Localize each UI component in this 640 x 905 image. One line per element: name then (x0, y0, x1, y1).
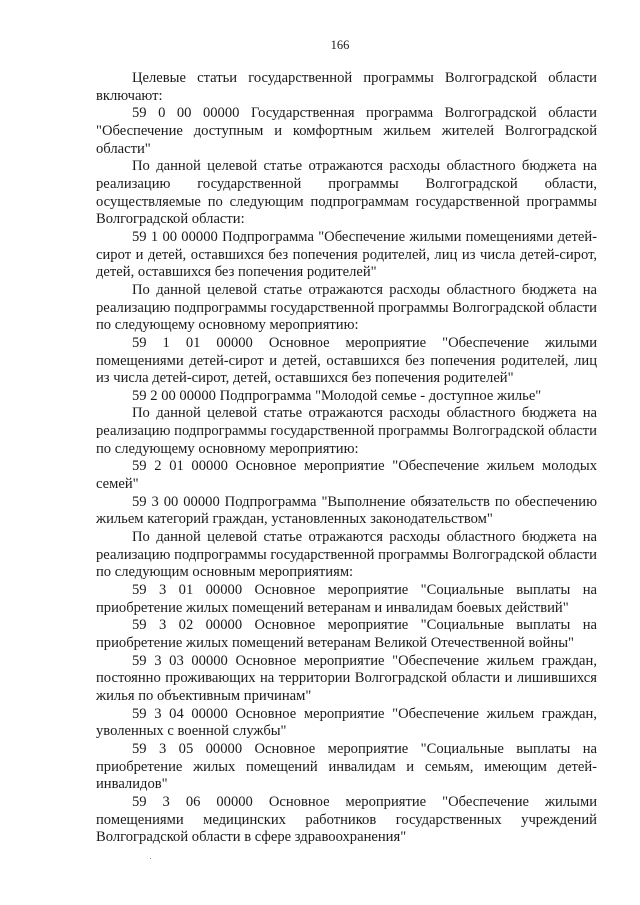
paragraph: 59 1 00 00000 Подпрограмма "Обеспечение жилыми помещениями детей-сирот и детей, оставшихся без попечения родителей, лиц из числа детей-сирот, детей, оставшихся без попечения родителей" (96, 228, 597, 281)
paragraph: По данной целевой статье отражаются расходы областного бюджета на реализацию подпрограммы государственной программы Волгоградской области по следующим основным мероприятиям: (96, 529, 597, 581)
paragraph: 59 3 05 00000 Основное мероприятие "Социальные выплаты на приобретение жилых помещений инвалидам и семьям, имеющим детей-инвалидов" (96, 740, 597, 793)
paragraph: Целевые статьи государственной программы Волгоградской области включают: (96, 70, 597, 104)
paragraph: 59 3 02 00000 Основное мероприятие "Социальные выплаты на приобретение жилых помещений ветеранам Великой Отечественной войны" (96, 617, 597, 651)
paragraph: 59 3 00 00000 Подпрограмма "Выполнение обязательств по обеспечению жильем категорий граждан, установленных законодательством" (96, 493, 597, 528)
paragraph: 59 3 03 00000 Основное мероприятие "Обеспечение жильем граждан, постоянно проживающих на территории Волгоградской области и лишившихся жилья по объективным причинам" (96, 652, 597, 704)
paragraph: 59 3 06 00000 Основное мероприятие "Обеспечение жилыми помещениями медицинских работников государственных учреждений Волгоградской области в сфере здравоохранения" (96, 793, 597, 846)
paragraph: По данной целевой статье отражаются расходы областного бюджета на реализацию государственной программы Волгоградской области, осуществляемые по следующим подпрограммам государственной программы Волгоградской области: (96, 158, 597, 228)
paragraph: По данной целевой статье отражаются расходы областного бюджета на реализацию подпрограммы государственной программы Волгоградской области по следующему основному мероприятию: (96, 281, 597, 334)
paragraph: 59 2 00 00000 Подпрограмма "Молодой семье - доступное жилье" (132, 387, 542, 404)
paragraph: 59 1 01 00000 Основное мероприятие "Обеспечение жилыми помещениями детей-сирот и детей, оставшихся без попечения родителей, лиц из числа детей-сирот, детей, оставшихся без попечения родителей" (96, 334, 597, 387)
scan-speck (150, 858, 151, 859)
page-number: 166 (330, 38, 350, 52)
paragraph: По данной целевой статье отражаются расходы областного бюджета на реализацию подпрограммы государственной программы Волгоградской области по следующему основному мероприятию: (96, 405, 597, 457)
paragraph: 59 2 01 00000 Основное мероприятие "Обеспечение жильем молодых семей" (96, 458, 597, 493)
paragraph: 59 3 01 00000 Основное мероприятие "Социальные выплаты на приобретение жилых помещений ветеранам и инвалидам боевых действий" (96, 582, 597, 616)
paragraph: 59 3 04 00000 Основное мероприятие "Обеспечение жильем граждан, уволенных с военной службы" (96, 705, 597, 740)
document-body (96, 70, 597, 847)
paragraph: 59 0 00 00000 Государственная программа Волгоградской области "Обеспечение доступным и комфортным жильем жителей Волгоградской области" (96, 105, 597, 157)
